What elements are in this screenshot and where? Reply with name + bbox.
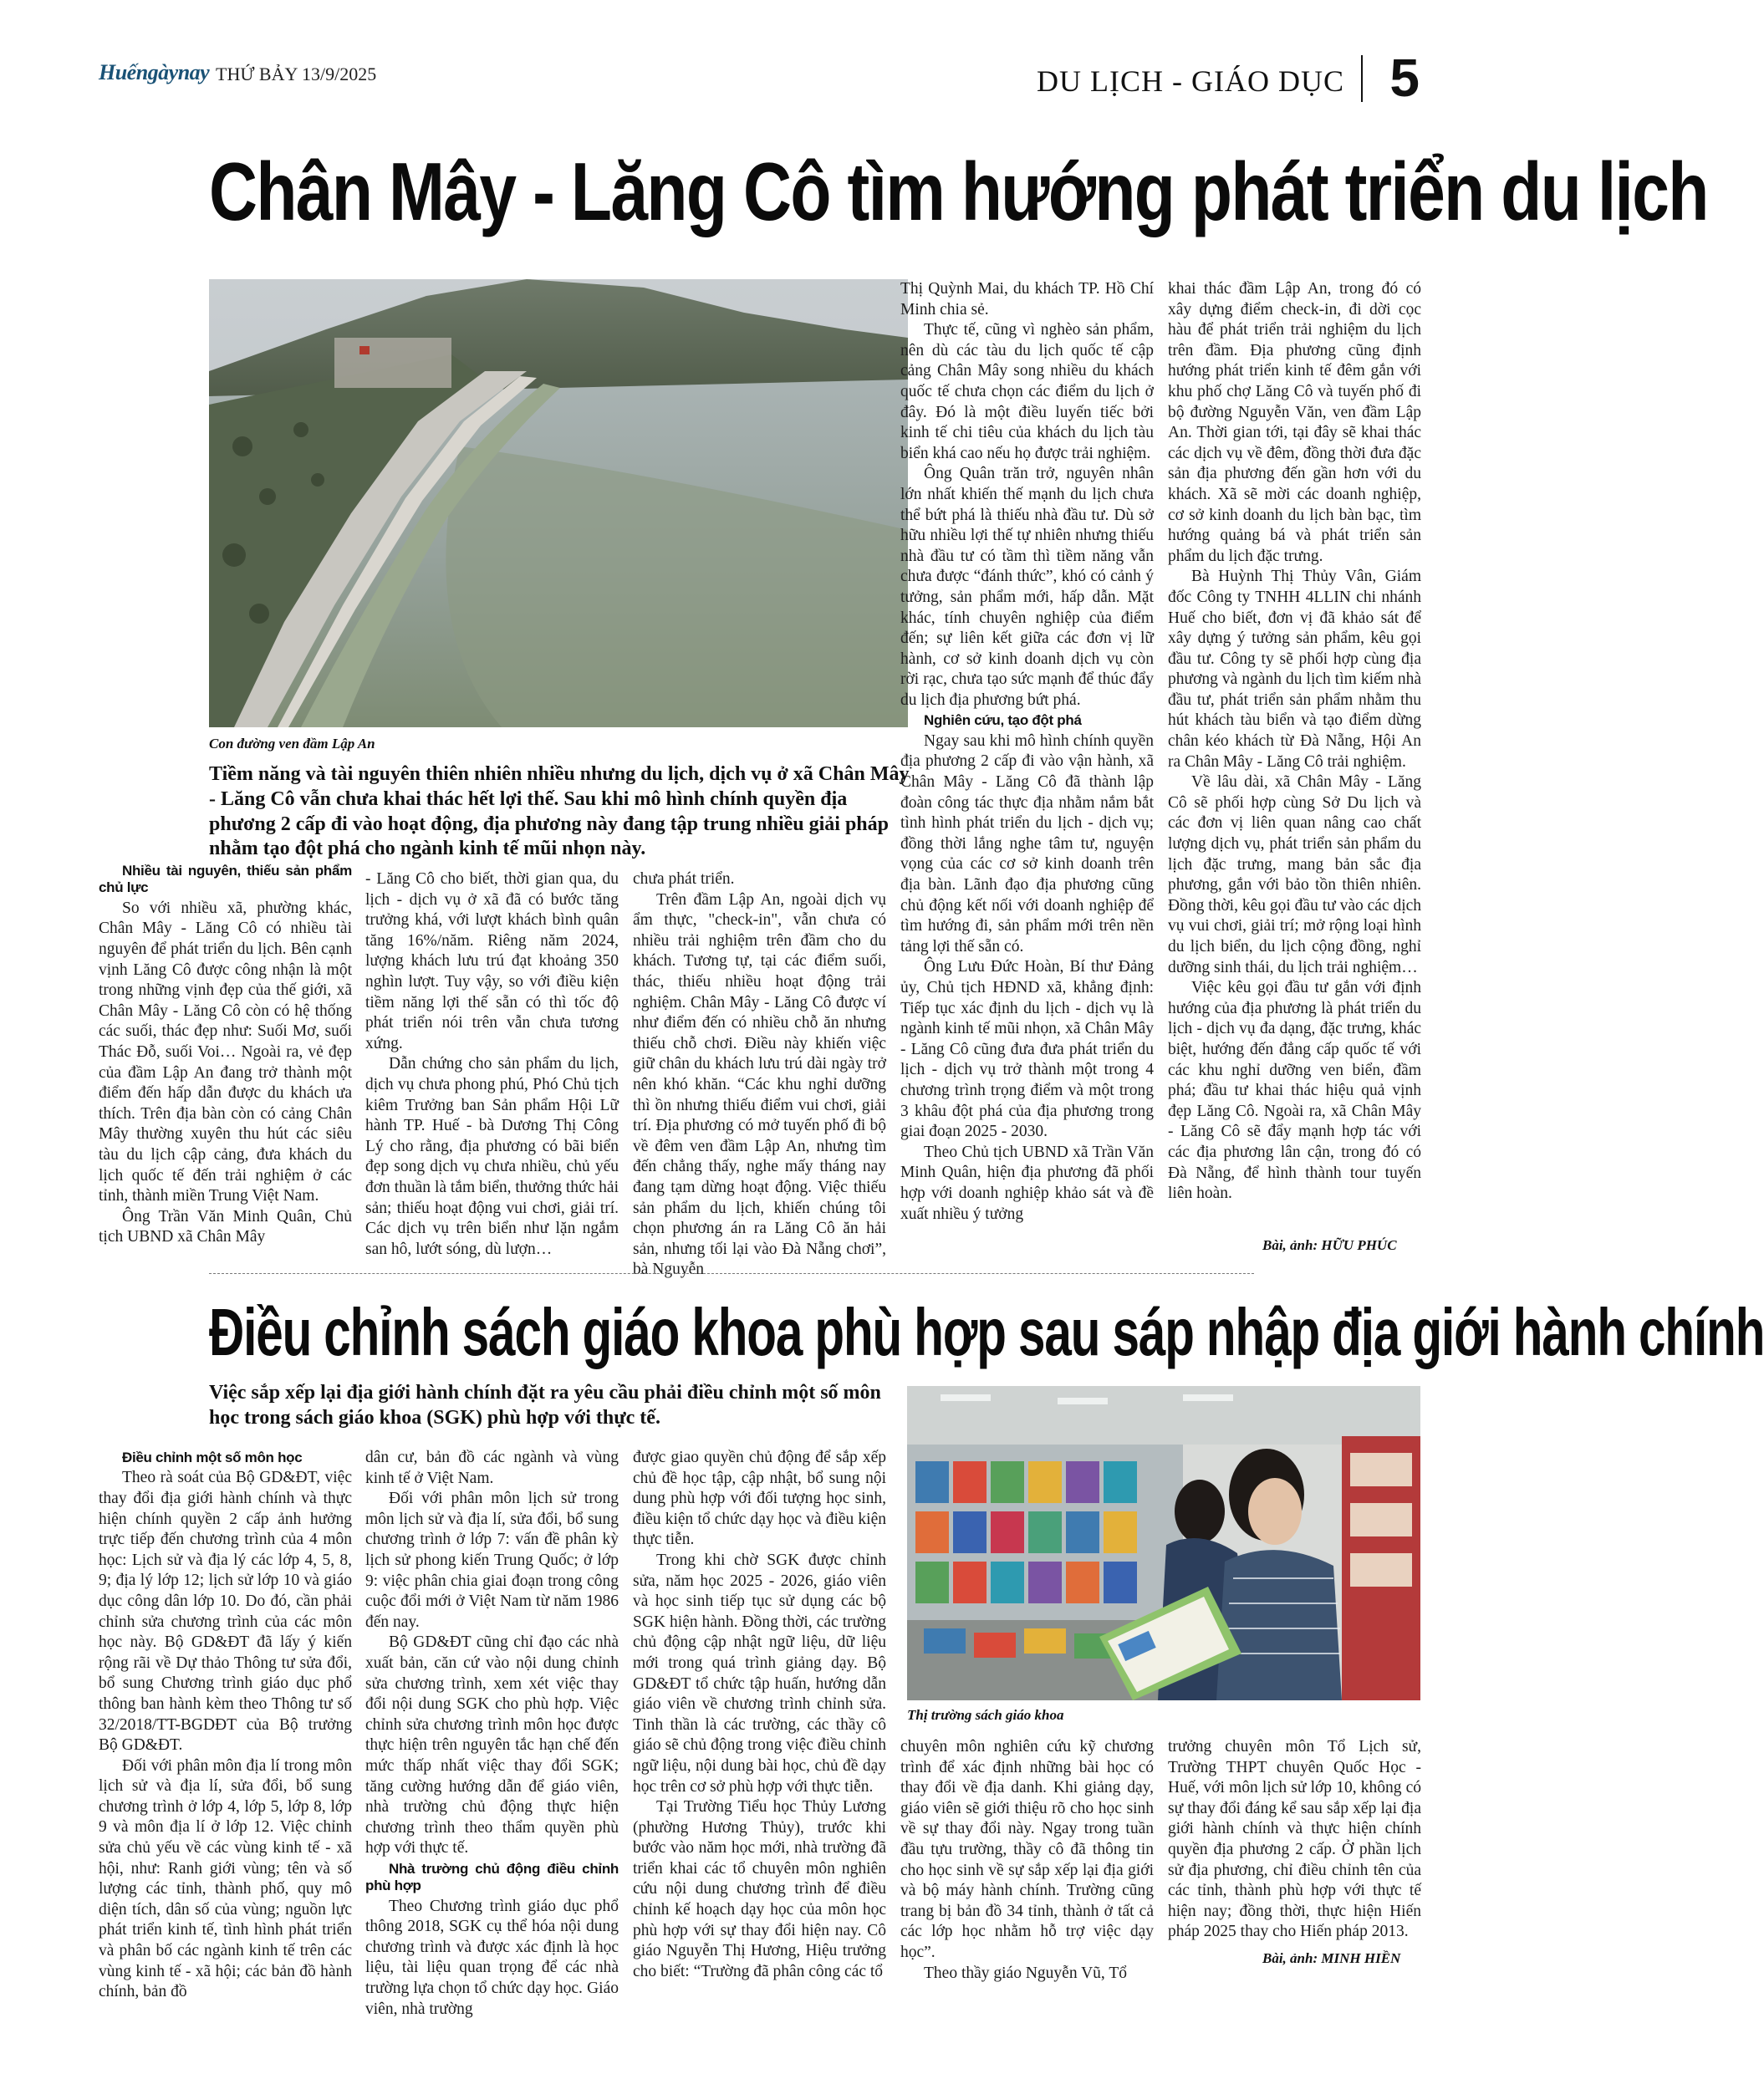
article2-byline <box>1262 1950 1400 1967</box>
section-name: DU LỊCH - GIÁO DỤC <box>1037 64 1344 98</box>
article2-subhead-1: Điều chỉnh một số môn học <box>122 1450 303 1465</box>
byline-author: HỮU PHÚC <box>1321 1237 1397 1253</box>
paragraph: Đối với phân môn lịch sử trong môn lịch sử và địa lí, sửa đổi, bổ sung chương trình ở lớp 7: vấn đề phân kỳ lịch sử phong kiến Trung Quốc; ở lớp 9: việc phân chia giai đoạn trong công cuộc đổi mới ở Việt Nam từ năm 1986 đến nay. <box>365 1490 619 1631</box>
paragraph: Ông Lưu Đức Hoàn, Bí thư Đảng ủy, Chủ tịch HĐND xã, khẳng định: Tiếp tục xác định du lịch - dịch vụ là ngành kinh tế mũi nhọn, xã Chân Mây - Lăng Cô cũng đưa đưa phát triển du lịch - dịch vụ trở thành một trong 4 chương trình trọng điểm và một trong 3 khâu đột phá của địa phương trong giai đoạn 2025 - 2030. <box>900 958 1154 1141</box>
paragraph: Thực tế, cũng vì nghèo sản phẩm, nên dù các tàu du lịch quốc tế cập cảng Chân Mây song nhiều du khách quốc tế chưa chọn các điểm du lịch ở đây. Đó là một điều luyến tiếc bởi kinh tế chi tiêu của khách du lịch tàu biển khá cao nếu họ được trải nghiệm. <box>900 321 1154 462</box>
paragraph: So với nhiều xã, phường khác, Chân Mây - Lăng Cô có nhiều tài nguyên để phát triển du lịch. Bên cạnh vịnh Lăng Cô được công nhận là một trong những vịnh đẹp của thế giới, xã Chân Mây - Lăng Cô còn có hệ thống các suối, thác đẹp như: Suối Mơ, suối Thác Đỗ, suối Voi… Ngoài ra, vẻ đẹp của đầm Lập An đang trở thành một điểm đến hấp dẫn được du khách ưa thích. Trên địa bàn còn có cảng Chân Mây thường xuyên thu hút các siêu tàu du lịch cập cảng, đưa khách du lịch quốc tế đến trải nghiệm ở các tỉnh, thành miền Trung Việt Nam. <box>99 899 352 1205</box>
article1-lead: Tiềm năng và tài nguyên thiên nhiên nhiều nhưng du lịch, dịch vụ ở xã Chân Mây - Lăng Cô vẫn chưa khai thác hết lợi thế. Sau khi mô hình chính quyền địa phương 2 cấp đi vào hoạt động, địa phương này đang tập trung nhiều giải pháp nhằm tạo đột phá cho ngành kinh tế mũi nhọn này. <box>209 763 910 860</box>
paragraph: được giao quyền chủ động để sắp xếp chủ đề học tập, cập nhật, bổ sung nội dung phù hợp với đối tượng học sinh, điều kiện tổ chức dạy học và điều kiện thực tiễn. <box>633 1449 886 1549</box>
paragraph: Bộ GD&ĐT cũng chỉ đạo các nhà xuất bản, căn cứ vào nội dung chỉnh sửa chương trình, xem xét việc thay đổi nội dung SGK cho phù hợp. Việc chỉnh sửa chương trình môn học được thực hiện trên nguyên tắc hạn chế đến mức thấp nhất việc thay đổi SGK; tăng cường hướng dẫn để giáo viên, nhà trường chủ động thực hiện chương trình theo thẩm quyền phù hợp với thực tế. <box>365 1633 619 1857</box>
paragraph: Ngay sau khi mô hình chính quyền địa phương 2 cấp đi vào vận hành, xã Chân Mây - Lăng Cô đã thành lập đoàn công tác thực địa nhằm nắm bắt tình hình phát triển du lịch - dịch vụ; đồng thời lắng nghe tâm tư, nguyện vọng của các cơ sở kinh doanh trên địa bàn. Lãnh đạo địa phương cũng chủ động kết nối với doanh nghiệp để tìm hướng đi, sản phẩm mới trên nền tảng lợi thế sẵn có. <box>900 731 1154 955</box>
paragraph: Trong khi chờ SGK được chỉnh sửa, năm học 2025 - 2026, giáo viên và học sinh tiếp tục sử dụng các bộ SGK hiện hành. Đồng thời, các trường chủ động cập nhật ngữ liệu, dữ liệu mới trong quá trình giảng dạy. Bộ GD&ĐT tổ chức tập huấn, hướng dẫn giáo viên về chương trình chỉnh sửa. Tinh thần là các trường, các thầy cô giáo sẽ chủ động trong việc điều chỉnh ngữ liệu, nội dung bài học, chủ đề dạy học trên cơ sở phù hợp với thực tiễn. <box>633 1551 886 1796</box>
page-header <box>99 48 1420 108</box>
paragraph: Trên đầm Lập An, ngoài dịch vụ ẩm thực, "check-in", vẫn chưa có nhiều trải nghiệm trên đầm cho du khách. Tương tự, tại các điểm suối, thác, thiếu nhiều hoạt động trải nghiệm. Chân Mây - Lăng Cô được ví như điểm đến có nhiều chỗ ăn nhưng thiếu chỗ chơi. Điều này khiến việc giữ chân du khách lưu trú dài ngày trở nên khó khăn. “Các khu nghỉ dưỡng thì ồn nhưng thiếu điểm vui chơi, giải trí. Địa phương có mở tuyến phố đi bộ về đêm ven đầm Lập An, nhưng tìm đến chẳng thấy, nghe mấy tháng nay đang tạm dừng hoạt động. Việc thiếu sản phẩm du lịch, khiến chúng tôi chọn phương án ra Lăng Cô ăn hải sản, nhưng tối lại vào Đà Nẵng chơi”, bà Nguyễn <box>633 890 886 1279</box>
issue-date: THỨ BẢY 13/9/2025 <box>216 64 377 84</box>
paragraph: Theo thầy giáo Nguyễn Vũ, Tổ <box>924 1964 1127 1982</box>
article2-headline: Điều chỉnh sách giáo khoa phù hợp sau sáp nhập địa giới hành chính <box>209 1295 1764 1369</box>
paragraph: Ông Quân trăn trở, nguyên nhân lớn nhất khiến thế mạnh du lịch chưa thể bứt phá là thiếu nhà đầu tư. Dù sở hữu nhiều lợi thế tự nhiên nhưng thiếu nhà đầu tư có tầm thì tiềm năng vẫn chưa được “đánh thức”, khó có cảnh ý tưởng, sản phẩm mới, hấp dẫn. Mặt khác, tính chuyên nghiệp của điểm đến; sự liên kết giữa các đơn vị lữ hành, cơ sở kinh doanh dịch vụ còn rời rạc, chưa tạo sức mạnh để thúc đẩy du lịch địa phương bứt phá. <box>900 465 1154 709</box>
header-divider <box>1361 55 1363 102</box>
article1-column-4 <box>900 279 1154 1225</box>
article2-subhead-2: Nhà trường chủ động điều chỉnh phù hợp <box>365 1860 619 1894</box>
article1-subhead-2: Nghiên cứu, tạo đột phá <box>924 712 1082 729</box>
article1-photo <box>209 279 908 727</box>
paragraph: Tại Trường Tiểu học Thủy Lương (phường Hương Thủy), trước khi bước vào năm học mới, nhà trường đã triển khai các tổ chuyên môn nghiên cứu nội dung chương trình để điều chỉnh kế hoạch dạy học của môn học phù hợp với sự thay đổi hiện nay. Cô giáo Nguyễn Thị Hương, Hiệu trưởng cho biết: “Trường đã phân công các tổ <box>633 1798 886 1980</box>
byline-label: Bài, ảnh: <box>1262 1237 1318 1253</box>
article1-byline <box>1262 1237 1397 1254</box>
article1-column-3 <box>633 869 886 1281</box>
article2-column-4 <box>900 1737 1154 1984</box>
paragraph: - Lăng Cô cho biết, thời gian qua, du lịch - dịch vụ ở xã đã có bước tăng trưởng khá, với lượt khách bình quân tăng 16%/năm. Riêng năm 2024, lượng khách lưu trú đạt khoảng 350 nghìn lượt. Tuy vậy, so với điều kiện tiềm năng lợi thế sẵn có thì tốc độ phát triển nói trên vẫn chưa tương xứng. <box>365 870 619 1052</box>
paragraph: Việc kêu gọi đầu tư gắn với định hướng của địa phương là phát triển du lịch - dịch vụ đa dạng, đặc trưng, khác biệt, hướng đến đẳng cấp quốc tế với các khu nghỉ dưỡng ven biển, đầm phá; đầu tư khai thác hiệu quả vịnh đẹp Lăng Cô. Ngoài ra, xã Chân Mây - Lăng Cô sẽ đẩy mạnh hợp tác với các địa phương lân cận, trong đó có Đà Nẵng, để hình thành tour tuyến liên hoàn. <box>1168 979 1421 1203</box>
article-divider <box>209 1273 1254 1274</box>
article1-headline: Chân Mây - Lăng Cô tìm hướng phát triển du lịch <box>209 145 1708 237</box>
paragraph: Theo rà soát của Bộ GD&ĐT, việc thay đổi địa giới hành chính và thực hiện chính quyền 2 cấp ảnh hưởng trực tiếp đến chương trình của 4 môn học: Lịch sử và địa lý các lớp 4, 5, 8, 9; địa lý lớp 12; lịch sử lớp 10 và giáo dục công dân lớp 10. Do đó, cần phải chỉnh sửa chương trình của các môn học này. Bộ GD&ĐT đã lấy ý kiến rộng rãi về Dự thảo Thông tư sửa đổi, bổ sung Chương trình giáo dục phổ thông ban hành kèm theo Thông tư số 32/2018/TT-BGDĐT của Bộ trưởng Bộ GD&ĐT. <box>99 1469 352 1755</box>
paragraph: khai thác đầm Lập An, trong đó có xây dựng điểm check-in, đi dời cọc hàu để phát triển trải nghiệm du lịch trên đầm. Địa phương cũng định hướng phát triển kinh tế đêm gắn với khu phố chợ Lăng Cô và tuyến phố đi bộ đường Nguyễn Văn, ven đầm Lập An. Thời gian tới, tại đây sẽ khai thác các dịch vụ về đêm, đồng thời đưa đặc sản địa phương đến gần hơn với du khách. Xã sẽ mời các doanh nghiệp, cơ sở kinh doanh du lịch bàn bạc, tìm hướng quảng bá và phát triển sản phẩm du lịch đặc trưng. <box>1168 280 1421 565</box>
article2-column-3 <box>633 1448 886 1982</box>
paragraph: trưởng chuyên môn Tổ Lịch sử, Trường THPT chuyên Quốc Học - Huế, với môn lịch sử lớp 10, không có sự thay đổi đáng kể sau sắp xếp lại địa giới hành chính và thực hiện chính quyền địa phương 2 cấp. Ở phần lịch sử địa phương, chỉ điều chỉnh tên của các tỉnh, thành phù hợp với thực tế hiện nay; đồng thời, thực hiện Hiến pháp 2025 thay cho Hiến pháp 2013. <box>1168 1738 1421 1941</box>
paragraph: Về lâu dài, xã Chân Mây - Lăng Cô sẽ phối hợp cùng Sở Du lịch và các đơn vị liên quan nâng cao chất lượng dịch vụ, phát triển sản phẩm du lịch đặc trưng, mang bản sắc địa phương, gắn với bảo tồn thiên nhiên. Đồng thời, kêu gọi đầu tư vào các dịch vụ vui chơi, giải trí; mở rộng loại hình du lịch biển, du lịch cộng đồng, nghỉ dưỡng sinh thái, du lịch trải nghiệm… <box>1168 773 1422 976</box>
article2-photo <box>907 1386 1420 1700</box>
article1-column-5 <box>1168 279 1421 1205</box>
article1-column-1 <box>99 861 352 1248</box>
article2-photo-caption: Thị trường sách giáo khoa <box>907 1707 1064 1723</box>
paragraph: Dẫn chứng cho sản phẩm du lịch, dịch vụ chưa phong phú, Phó Chủ tịch kiêm Trưởng ban Sản phẩm Hội Lữ hành TP. Huế - bà Dương Thị Công Lý cho rằng, địa phương có bãi biển đẹp song dịch vụ chưa nhiều, chủ yếu đơn thuần là tắm biển, thưởng thức hải sản; thiếu hoạt động vui chơi, giải trí. Các dịch vụ trên biển như lặn ngắm san hô, lướt sóng, dù lượn… <box>365 1055 619 1258</box>
byline-author: MINH HIỀN <box>1321 1950 1401 1966</box>
article1-column-2 <box>365 869 619 1260</box>
paragraph: chuyên môn nghiên cứu kỹ chương trình để xác định những bài học có thay đổi về địa danh. Khi giảng dạy, giáo viên sẽ giới thiệu rõ cho học sinh về sự thay đổi này. Ngay trong tuần đầu tựu trường, thầy cô đã thông tin cho học sinh về sự sắp xếp lại địa giới và bộ máy hành chính. Trường cũng trang bị bản đồ 34 tỉnh, thành ở tất cả các lớp học nhằm hỗ trợ việc dạy học”. <box>900 1738 1154 1961</box>
paragraph: chưa phát triển. <box>633 870 735 888</box>
article2-column-5 <box>1168 1737 1421 1943</box>
article2-lead: Việc sắp xếp lại địa giới hành chính đặt ra yêu cầu phải điều chỉnh một số môn học trong sách giáo khoa (SGK) phù hợp với thực tế. <box>209 1382 881 1429</box>
paragraph: Đối với phân môn địa lí trong môn lịch sử và địa lí, sửa đổi, bổ sung chương trình ở lớp 4, lớp 5, lớp 8, lớp 9 và môn địa lí ở lớp 12. Việc chỉnh sửa chủ yếu về các vùng kinh tế - xã hội, như: Ranh giới vùng; tên và số lượng các tỉnh, thành phố, quy mô diện tích, dân số của vùng; nguồn lực phát triển kinh tế, tình hình phát triển và phân bố các ngành kinh tế trên các vùng kinh tế - xã hội; các bản đồ hành chính, bản đồ <box>99 1756 352 2001</box>
article2-column-1 <box>99 1448 352 2003</box>
article1-subhead-1: Nhiều tài nguyên, thiếu sản phẩm chủ lực <box>99 863 352 896</box>
page-number: 5 <box>1389 48 1420 108</box>
paragraph: Theo Chương trình giáo dục phổ thông 2018, SGK cụ thể hóa nội dung chương trình và được xác định là học liệu, tài liệu quan trọng để các nhà trường lựa chọn tổ chức dạy học. Giáo viên, nhà trường <box>365 1897 619 2018</box>
byline-label: Bài, ảnh: <box>1262 1950 1318 1966</box>
paragraph: Theo Chủ tịch UBND xã Trần Văn Minh Quân, hiện địa phương đã phối hợp với doanh nghiệp khảo sát và đề xuất nhiều ý tưởng <box>900 1143 1154 1223</box>
paragraph: Thị Quỳnh Mai, du khách TP. Hồ Chí Minh chia sẻ. <box>900 280 1154 318</box>
masthead-logo: Huếngàynay <box>99 60 210 84</box>
article2-column-2 <box>365 1448 619 2020</box>
paragraph: Ông Trần Văn Minh Quân, Chủ tịch UBND xã Chân Mây <box>99 1207 352 1246</box>
paragraph: dân cư, bản đồ các ngành và vùng kinh tế ở Việt Nam. <box>365 1449 619 1487</box>
paragraph: Bà Huỳnh Thị Thủy Vân, Giám đốc Công ty TNHH 4LLIN chi nhánh Huế cho biết, đơn vị đã khảo sát để xây dựng ý tưởng sản phẩm, kêu gọi đầu tư. Công ty sẽ phối hợp cùng địa phương và ngành du lịch tìm kiếm nhà đầu tư, phát triển sản phẩm nhằm thu hút khách tàu biển và tạo điểm dừng chân kéo khách từ Đà Nẵng, Hội An ra Chân Mây - Lăng Cô trải nghiệm. <box>1168 568 1421 771</box>
article1-photo-caption: Con đường ven đầm Lập An <box>209 736 375 752</box>
